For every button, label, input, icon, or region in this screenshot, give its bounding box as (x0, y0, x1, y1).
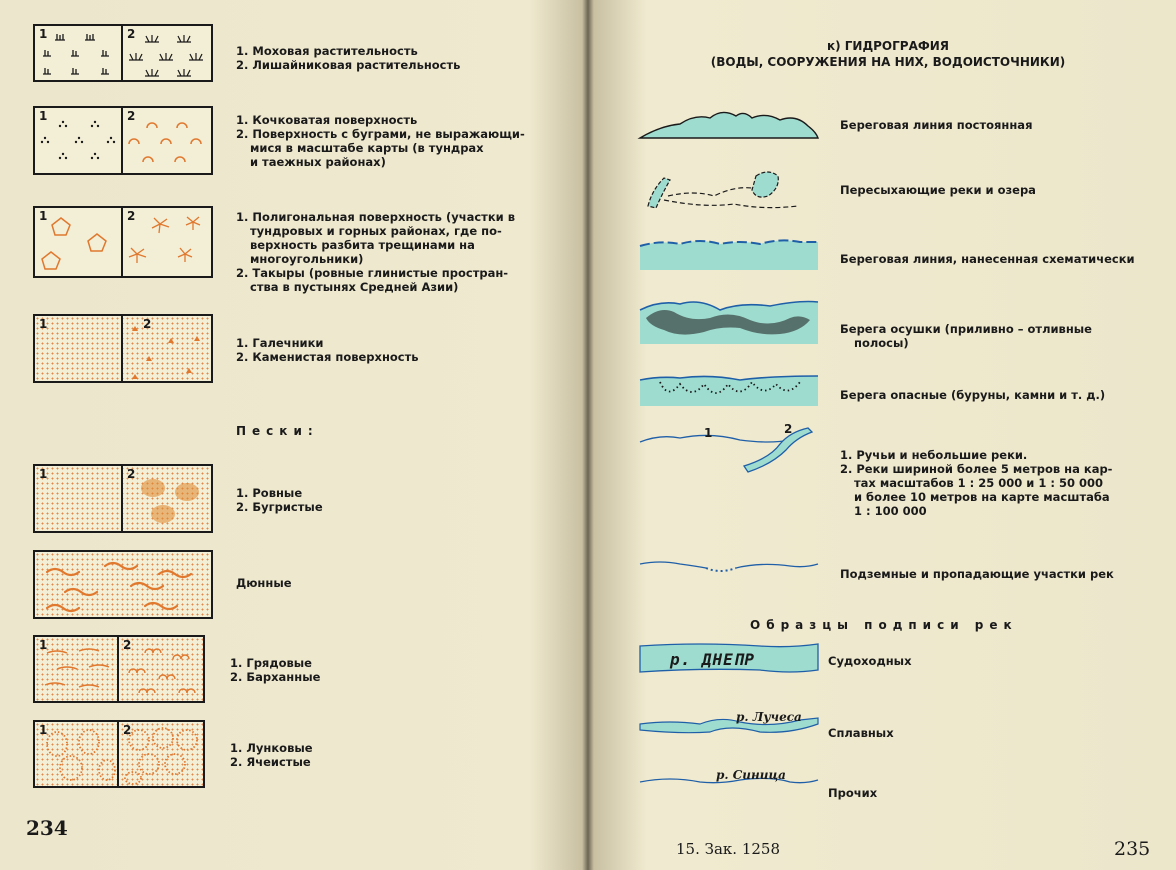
caption-line: тах масштабов 1 : 25 000 и 1 : 50 000 (854, 476, 1103, 490)
legend-box-vegetation (33, 24, 213, 82)
lichen-swatch (123, 26, 211, 80)
caption-ridge-sands (230, 656, 320, 684)
sand-hill-symbols (123, 466, 211, 531)
legend-box-polygonal (33, 206, 213, 278)
caption-line: 1. Моховая растительность (236, 44, 418, 58)
caption-sands-flat (236, 486, 323, 514)
swatch-number: 1 (39, 27, 48, 41)
caption-floatable: Сплавных (828, 726, 894, 740)
caption-line: 2. Поверхность с буграми, не выражающи- (236, 127, 525, 141)
swatch-number: 1 (39, 723, 48, 737)
caption-line: мися в масштабе карты (в тундрах (250, 141, 484, 155)
swatch-number: 1 (39, 638, 48, 652)
drying-rivers-symbol (644, 166, 804, 216)
caption-line: 1. Лунковые (230, 741, 313, 755)
caption-dunes (236, 576, 292, 590)
caption-pebbles (236, 336, 419, 364)
ridge-sand-swatch (35, 637, 119, 701)
swatch-number: 1 (39, 467, 48, 481)
caption-line: 2. Каменистая поверхность (236, 350, 419, 364)
caption-line: 2. Барханные (230, 670, 321, 684)
header-line: к) ГИДРОГРАФИЯ (826, 39, 950, 53)
caption-line: 1 : 100 000 (854, 504, 927, 518)
stony-swatch (123, 316, 211, 381)
caption-line: ства в пустынях Средней Азии) (250, 280, 459, 294)
caption-underground-river: Подземные и пропадающие участки рек (840, 567, 1114, 581)
caption-line: 2. Ячеистые (230, 755, 311, 769)
caption-line: 2. Лишайниковая растительность (236, 58, 461, 72)
right-page (588, 0, 1176, 870)
hollow-sand-swatch (35, 722, 119, 786)
caption-hummocks (236, 113, 536, 169)
legend-box-dunes (33, 550, 213, 619)
schematic-shoreline-symbol (640, 236, 820, 272)
caption-drying-banks (840, 322, 1130, 350)
caption-line: 1. Ровные (236, 486, 303, 500)
takyr-swatch (123, 208, 211, 276)
hollow-symbols (35, 722, 119, 786)
symbol-number: 1 (704, 426, 713, 440)
swatch-number: 2 (123, 723, 132, 737)
swatch-number: 1 (39, 317, 48, 331)
swatch-number: 1 (39, 209, 48, 223)
caption-hollow-sands (230, 741, 313, 769)
swatch-number: 1 (39, 109, 48, 123)
caption-other: Прочих (828, 786, 878, 800)
swatch-number: 2 (143, 317, 152, 331)
swatch-number: 2 (127, 209, 136, 223)
pebbles-swatch (35, 316, 123, 381)
hummock-swatch (35, 108, 123, 173)
order-footer: 15. Зак. 1258 (676, 840, 780, 858)
caption-constant-shoreline: Береговая линия постоянная (840, 118, 1033, 132)
cellular-sand-swatch (119, 722, 203, 786)
hilly-sand-swatch (123, 466, 211, 531)
caption-line: 2. Бугристые (236, 500, 323, 514)
caption-line: верхность разбита трещинами на (250, 238, 475, 252)
polygonal-swatch (35, 208, 123, 276)
caption-line: полосы) (854, 336, 909, 350)
sands-title: Пески: (236, 424, 319, 438)
ridge-symbols (35, 637, 119, 701)
mounds-swatch (123, 108, 211, 173)
section-header (698, 38, 1078, 70)
legend-box-ridge-sands (33, 635, 205, 703)
moss-swatch (35, 26, 123, 80)
caption-drying-rivers: Пересыхающие реки и озера (840, 183, 1036, 197)
legend-box-hummocks (33, 106, 213, 175)
dangerous-banks-symbol (640, 372, 820, 408)
caption-streams-rivers (840, 448, 1140, 518)
moss-symbols (35, 26, 123, 80)
cell-symbols (119, 722, 203, 786)
legend-box-sands-flat (33, 464, 213, 533)
caption-line: Берега осушки (приливно – отливные (840, 322, 1092, 336)
caption-line: многоугольники) (250, 252, 364, 266)
symbol-number: 2 (784, 422, 793, 436)
header-line: (ВОДЫ, СООРУЖЕНИЯ НА НИХ, ВОДОИСТОЧНИКИ) (710, 55, 1066, 69)
caption-line: 1. Галечники (236, 336, 324, 350)
caption-line: и таежных районах) (250, 155, 386, 169)
sample-label-navigable: р. ДНЕПР (670, 650, 756, 669)
legend-box-pebbles (33, 314, 213, 383)
caption-line: 2. Реки шириной более 5 метров на кар- (840, 462, 1113, 476)
caption-vegetation (236, 44, 460, 72)
caption-polygonal (236, 210, 536, 294)
caption-line: и более 10 метров на карте масштаба (854, 490, 1110, 504)
page-number-left: 234 (26, 816, 68, 840)
swatch-number: 2 (127, 27, 136, 41)
barchan-swatch (119, 637, 203, 701)
legend-box-hollow-sands (33, 720, 205, 788)
caption-line: тундровых и горных районах, где по- (250, 224, 502, 238)
caption-dangerous-banks: Берега опасные (буруны, камни и т. д.) (840, 388, 1106, 402)
caption-line: 2. Такыры (ровные глинистые простран- (236, 266, 509, 280)
caption-line: 1. Полигональная поверхность (участки в (236, 210, 515, 224)
crack-symbols (123, 208, 211, 276)
left-page (0, 0, 586, 870)
flat-sand-swatch (35, 466, 123, 531)
samples-title: Образцы подписи рек (750, 618, 1018, 632)
caption-navigable: Судоходных (828, 654, 912, 668)
stone-symbols (123, 316, 211, 381)
caption-line: Дюнные (236, 576, 292, 590)
lichen-symbols (123, 26, 211, 80)
swatch-number: 2 (127, 467, 136, 481)
swatch-number: 2 (127, 109, 136, 123)
streams-rivers-symbol (640, 420, 820, 476)
hummock-symbols (35, 108, 123, 173)
sample-label-floatable: р. Лучеса (736, 710, 802, 724)
dune-symbols (35, 552, 211, 617)
constant-shoreline-symbol (640, 104, 820, 144)
sample-label-other: р. Синица (716, 768, 786, 782)
caption-line: 1. Грядовые (230, 656, 312, 670)
caption-schematic-shoreline: Береговая линия, нанесенная схематически (840, 252, 1135, 266)
page-number-right: 235 (1114, 838, 1151, 860)
barchan-symbols (119, 637, 203, 701)
mound-symbols (123, 108, 211, 173)
caption-line: 1. Кочковатая поверхность (236, 113, 418, 127)
caption-line: 1. Ручьи и небольшие реки. (840, 448, 1028, 462)
swatch-number: 2 (123, 638, 132, 652)
drying-banks-symbol (640, 296, 820, 346)
underground-river-symbol (640, 556, 820, 580)
polygon-symbols (35, 208, 123, 276)
